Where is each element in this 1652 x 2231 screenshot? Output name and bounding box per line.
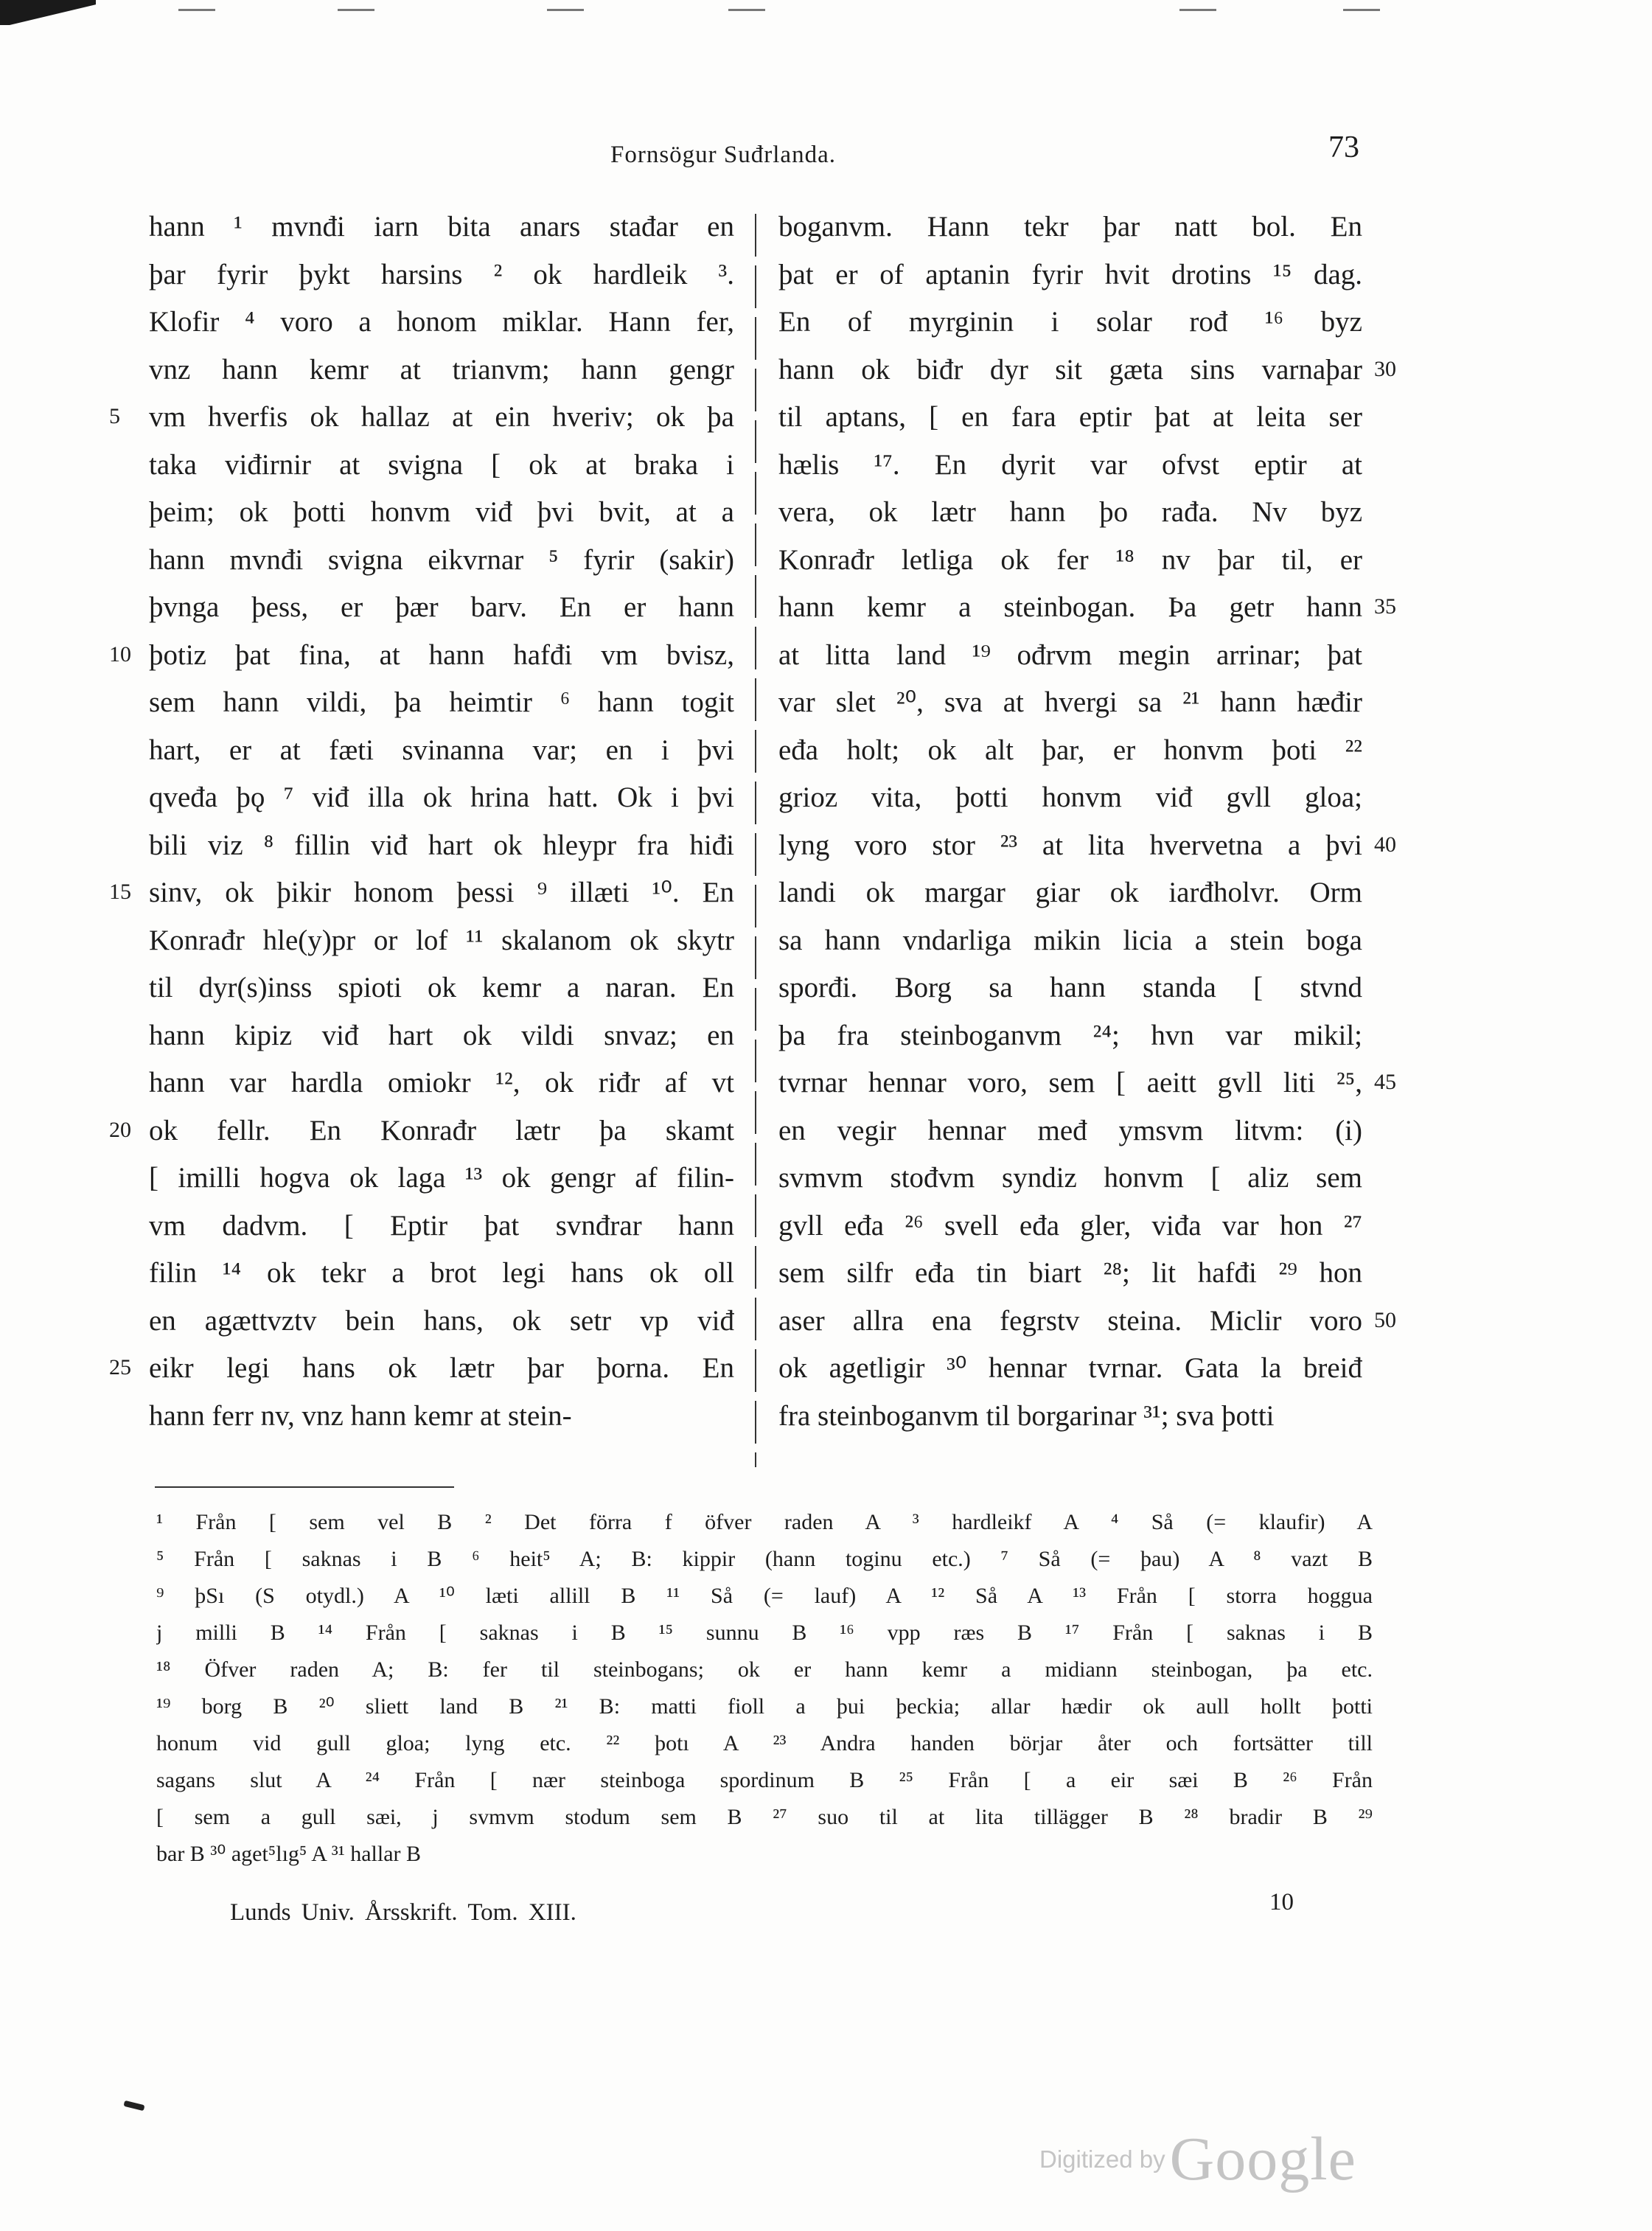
- text-line: qveđa þǫ ⁷ viđ illa ok hrina hatt. Ok i þvi: [149, 782, 734, 813]
- text-line: þvnga þess, er þær barv. En er hann: [149, 591, 734, 623]
- text-line: vm dadvm. [ Eptir þat svnđrar hann: [149, 1209, 734, 1242]
- text-line: en vegir hennar međ ymsvm litvm: (i): [778, 1114, 1362, 1146]
- text-line: bili viz ⁸ fillin viđ hart ok hleypr fra hiđi: [149, 829, 734, 861]
- watermark-brand: Google: [1169, 2125, 1356, 2193]
- text-line: til dyr(s)inss spioti ok kemr a naran. En: [149, 972, 734, 1003]
- text-line: sem hann vildi, þa heimtir ⁶ hann togit: [149, 686, 734, 718]
- text-line: sem silfr eđa tin biart ²⁸; lit hafđi ²⁹ hon: [778, 1257, 1362, 1289]
- page-number: 73: [1328, 130, 1359, 164]
- line-number: 10: [109, 641, 131, 666]
- text-line: vera, ok lætr hann þo rađa. Nv byz: [778, 496, 1362, 528]
- right-text-column: [778, 203, 1362, 1440]
- sheet-number: 10: [1269, 1889, 1294, 1915]
- text-line: hart, er at fæti svinanna var; en i þvi: [149, 734, 734, 766]
- text-line: Konrađr letliga ok fer ¹⁸ nv þar til, er: [778, 543, 1362, 576]
- footnote-line: ¹⁸ Öfver raden A; B: fer til steinbogans; ok er hann kemr a midiann steinbogan, þa etc.: [156, 1657, 1373, 1682]
- text-line: grioz vita, þotti honvm viđ gvll gloa;: [778, 782, 1362, 813]
- text-line: hann var hardla omiokr ¹², ok riđr af vt: [149, 1067, 734, 1099]
- text-line: eđa holt; ok alt þar, er honvm þoti ²²: [778, 734, 1362, 766]
- text-line: [ imilli hogva ok laga ¹³ ok gengr af filin-: [149, 1162, 734, 1194]
- footnote-line: [ sem a gull sæi, j svmvm stodum sem B ²⁷ suo til at lita tillägger B ²⁸ bradir B ²⁹: [156, 1805, 1373, 1829]
- text-line: þar fyrir þykt harsins ² ok hardleik ³.: [149, 258, 734, 290]
- text-line: vnz hann kemr at trianvm; hann gengr: [149, 353, 734, 386]
- scan-dash: [178, 9, 215, 11]
- line-number: 20: [109, 1117, 131, 1142]
- running-title: Fornsögur Suđrlanda.: [610, 142, 836, 168]
- scan-dash: [338, 9, 374, 11]
- text-line: tvrnar hennar voro, sem [ aeitt gvll liti ²⁵,: [778, 1067, 1362, 1099]
- line-number: 50: [1374, 1307, 1396, 1332]
- line-number: 25: [109, 1355, 131, 1379]
- text-line: hann ok biđr dyr sit gæta sins varnaþar: [778, 353, 1362, 386]
- line-number: 45: [1374, 1070, 1396, 1094]
- scan-dash: [1343, 9, 1380, 11]
- text-line: sporđi. Borg sa hann standa [ stvnd: [778, 972, 1362, 1003]
- line-number: 15: [109, 880, 131, 904]
- line-number: 5: [109, 404, 120, 428]
- series-line: Lunds Univ. Årsskrift. Tom. XIII.: [230, 1899, 576, 1926]
- text-line: eikr legi hans ok lætr þar þorna. En: [149, 1352, 734, 1384]
- text-line: taka viđirnir at svigna [ ok at braka i: [149, 448, 734, 481]
- line-number: 40: [1374, 832, 1396, 857]
- text-line: hann ¹ mvnđi iarn bita anars stađar en: [149, 211, 734, 243]
- footnote-line: ¹ Från [ sem vel B ² Det förra f öfver raden A ³ hardleikf A ⁴ Så (= klaufir) A: [156, 1510, 1373, 1534]
- text-line: En of myrginin i solar rođ ¹⁶ byz: [778, 306, 1362, 338]
- text-line: sa hann vndarliga mikin licia a stein boga: [778, 924, 1362, 956]
- scan-dash: [1179, 9, 1216, 11]
- footnote-line: honum vid gull gloa; lyng etc. ²² þotı A ²³ Andra handen börjar åter och fortsätter till: [156, 1731, 1373, 1755]
- text-line: hann mvnđi svigna eikvrnar ⁵ fyrir (sakir): [149, 543, 734, 576]
- footnote-line: sagans slut A ²⁴ Från [ nær steinboga spordinum B ²⁵ Från [ a eir sæi B ²⁶ Från: [156, 1768, 1373, 1792]
- column-divider: [755, 214, 756, 1467]
- scan-edge-artifact: [0, 0, 96, 25]
- text-line: hann kemr a steinbogan. Þa getr hann: [778, 591, 1362, 623]
- text-line: þat er of aptanin fyrir hvit drotins ¹⁵ dag.: [778, 258, 1362, 290]
- left-text-column: [149, 203, 734, 1440]
- text-line: aser allra ena fegrstv steina. Miclir voro: [778, 1304, 1362, 1337]
- footnote-line: ¹⁹ borg B ²⁰ sliett land B ²¹ B: matti fioll a þui þeckia; allar hædir ok aull hollt þotti: [156, 1694, 1373, 1719]
- text-line: fra steinboganvm til borgarinar ³¹; sva þotti: [778, 1399, 1275, 1432]
- text-line: Klofir ⁴ voro a honom miklar. Hann fer,: [149, 306, 734, 338]
- digitized-watermark: [1039, 2123, 1356, 2195]
- scan-dash: [547, 9, 584, 11]
- line-number: 30: [1374, 356, 1396, 381]
- watermark-prefix: Digitized by: [1039, 2145, 1165, 2173]
- text-line: hann kipiz viđ hart ok vildi snvaz; en: [149, 1019, 734, 1051]
- text-line: en agættvztv bein hans, ok setr vp viđ: [149, 1304, 734, 1337]
- text-line: filin ¹⁴ ok tekr a brot legi hans ok oll: [149, 1257, 734, 1289]
- text-line: til aptans, [ en fara eptir þat at leita ser: [778, 401, 1362, 433]
- footnote-line: ⁵ Från [ saknas i B ⁶ heit⁵ A; B: kippir (hann toginu etc.) ⁷ Så (= þau) A ⁸ vazt B: [156, 1547, 1373, 1571]
- footnote-line: j milli B ¹⁴ Från [ saknas i B ¹⁵ sunnu B ¹⁶ vpp ræs B ¹⁷ Från [ saknas i B: [156, 1621, 1373, 1645]
- text-line: at litta land ¹⁹ ođrvm megin arrinar; þat: [778, 638, 1362, 671]
- text-line: Konrađr hle(y)pr or lof ¹¹ skalanom ok skytr: [149, 924, 734, 956]
- text-line: hann ferr nv, vnz hann kemr at stein-: [149, 1399, 572, 1432]
- text-line: þotiz þat fina, at hann hafđi vm bvisz,: [149, 638, 734, 671]
- text-line: boganvm. Hann tekr þar natt bol. En: [778, 211, 1362, 243]
- footnote-line: bar B ³⁰ aget⁵lıg⁵ A ³¹ hallar B: [156, 1842, 422, 1866]
- footnote-line: ⁹ þSı (S otydl.) A ¹⁰ læti allill B ¹¹ Så (= lauf) A ¹² Så A ¹³ Från [ storra hoggua: [156, 1584, 1373, 1608]
- text-line: svmvm stođvm syndiz honvm [ aliz sem: [778, 1162, 1362, 1194]
- ink-mark: [123, 2101, 144, 2112]
- scan-dash: [728, 9, 765, 11]
- text-line: ok fellr. En Konrađr lætr þa skamt: [149, 1114, 734, 1146]
- text-line: hælis ¹⁷. En dyrit var ofvst eptir at: [778, 448, 1362, 481]
- footnotes: [156, 1504, 1373, 1873]
- footnote-rule: [155, 1486, 454, 1488]
- text-line: var slet ²⁰, sva at hvergi sa ²¹ hann hæđir: [778, 686, 1362, 718]
- text-line: þeim; ok þotti honvm viđ þvi bvit, at a: [149, 496, 734, 528]
- text-line: gvll eđa ²⁶ svell eđa gler, viđa var hon ²⁷: [778, 1209, 1362, 1242]
- text-line: ok agetligir ³⁰ hennar tvrnar. Gata la breiđ: [778, 1352, 1362, 1384]
- text-line: vm hverfis ok hallaz at ein hveriv; ok þa: [149, 401, 734, 433]
- text-line: landi ok margar giar ok iarđholvr. Orm: [778, 877, 1362, 908]
- line-number: 35: [1374, 594, 1396, 619]
- text-line: sinv, ok þikir honom þessi ⁹ illæti ¹⁰. En: [149, 877, 734, 908]
- text-line: lyng voro stor ²³ at lita hvervetna a þvi: [778, 829, 1362, 861]
- text-line: þa fra steinboganvm ²⁴; hvn var mikil;: [778, 1019, 1362, 1051]
